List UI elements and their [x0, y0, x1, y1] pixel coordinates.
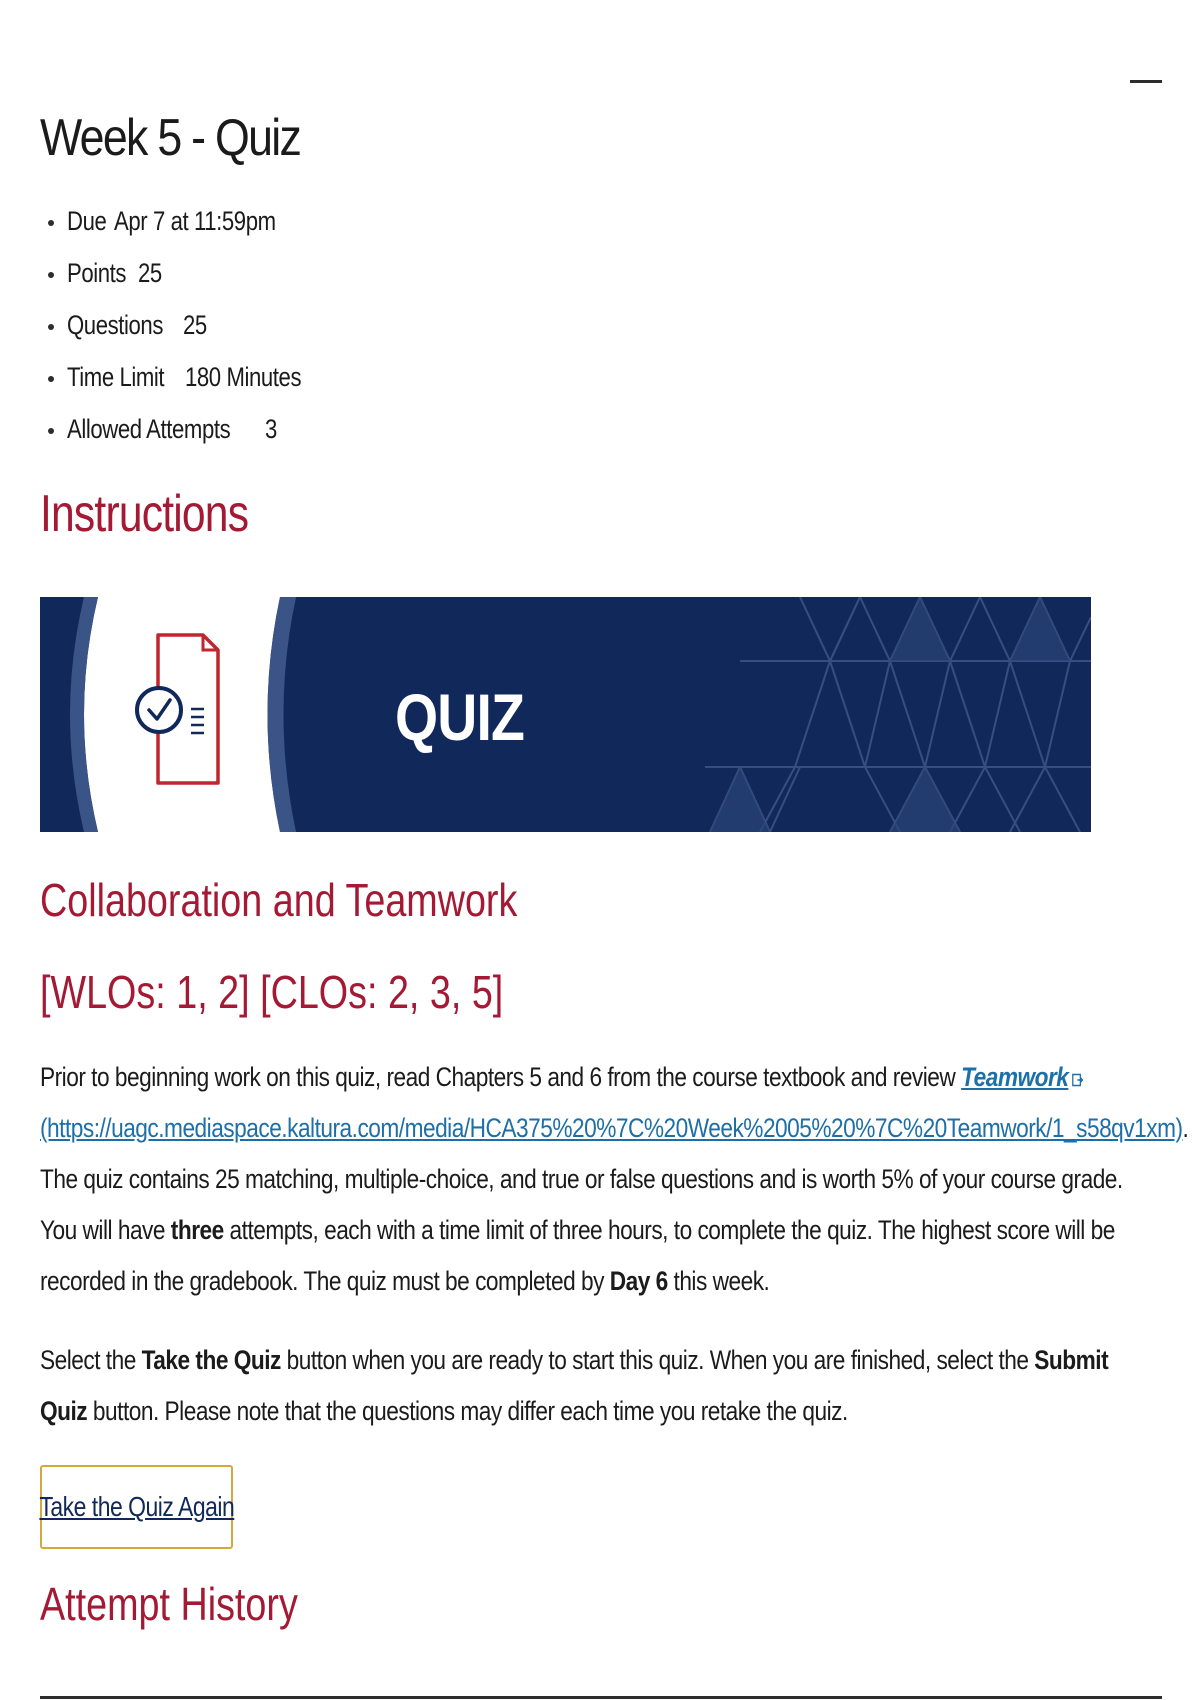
page-title: Week 5 - Quiz	[40, 109, 301, 167]
paragraph-text: Prior to beginning work on this quiz, read Chapters 5 and 6 from the course textbook and review	[40, 1062, 962, 1092]
take-quiz-again-button[interactable]	[40, 1465, 233, 1549]
paragraph-text: button when you are ready to start this quiz. When you are finished, select the	[280, 1345, 1035, 1375]
external-link-icon	[1072, 1071, 1084, 1087]
instructions-heading: Instructions	[40, 485, 249, 543]
paragraph-text: attempts, each with a time limit of three hours, to complete the quiz. The highest score will be recorded in the gradebook. The quiz must be completed by	[40, 1215, 1115, 1296]
minimize-icon[interactable]	[1130, 80, 1162, 83]
detail-value: Apr 7 at 11:59pm	[114, 206, 276, 236]
bold-text: Day 6	[609, 1266, 668, 1296]
banner-graphic	[40, 597, 1091, 832]
learning-outcomes-heading: [WLOs: 1, 2] [CLOs: 2, 3, 5]	[40, 966, 504, 1018]
button-label: Take the Quiz Again	[39, 1491, 234, 1522]
detail-time-limit	[40, 354, 326, 406]
section-subheading: Collaboration and Teamwork	[40, 874, 518, 926]
bold-text: Take the Quiz	[141, 1345, 281, 1375]
detail-value: 25	[138, 258, 162, 288]
banner-label: QUIZ	[395, 680, 525, 754]
detail-label: Time Limit	[67, 362, 165, 392]
detail-label: Points	[67, 258, 127, 288]
detail-allowed-attempts	[40, 406, 326, 458]
detail-label: Due	[67, 206, 107, 236]
link-url: (https://uagc.mediaspace.kaltura.com/media/HCA375%20%7C%20Week%2005%20%7C%20Teamwork/1_s58qv1xm)	[40, 1113, 1183, 1143]
detail-value: 180 Minutes	[184, 362, 301, 392]
paragraph-text: button. Please note that the questions may differ each time you retake the quiz.	[87, 1396, 848, 1426]
instructions-paragraph	[40, 1052, 1189, 1307]
paragraph-text: . The quiz contains 25 matching, multiple-choice, and true or false questions and is worth 5% of your course grade. You will have	[40, 1113, 1189, 1245]
detail-due	[40, 198, 326, 250]
paragraph-text: Select the	[40, 1345, 142, 1375]
paragraph-text: this week.	[667, 1266, 770, 1296]
detail-points	[40, 250, 326, 302]
quiz-banner	[40, 597, 1091, 832]
attempt-history-heading: Attempt History	[40, 1578, 298, 1630]
bold-text: three	[170, 1215, 224, 1245]
quiz-details-list	[40, 198, 326, 458]
divider	[40, 1696, 1162, 1699]
detail-questions	[40, 302, 326, 354]
submission-paragraph	[40, 1335, 1180, 1437]
detail-label: Questions	[67, 310, 164, 340]
detail-label: Allowed Attempts	[67, 414, 231, 444]
detail-value: 25	[183, 310, 207, 340]
link-title: Teamwork	[961, 1062, 1069, 1092]
bold-text: Submit Quiz	[40, 1345, 1109, 1426]
detail-value: 3	[265, 414, 278, 444]
